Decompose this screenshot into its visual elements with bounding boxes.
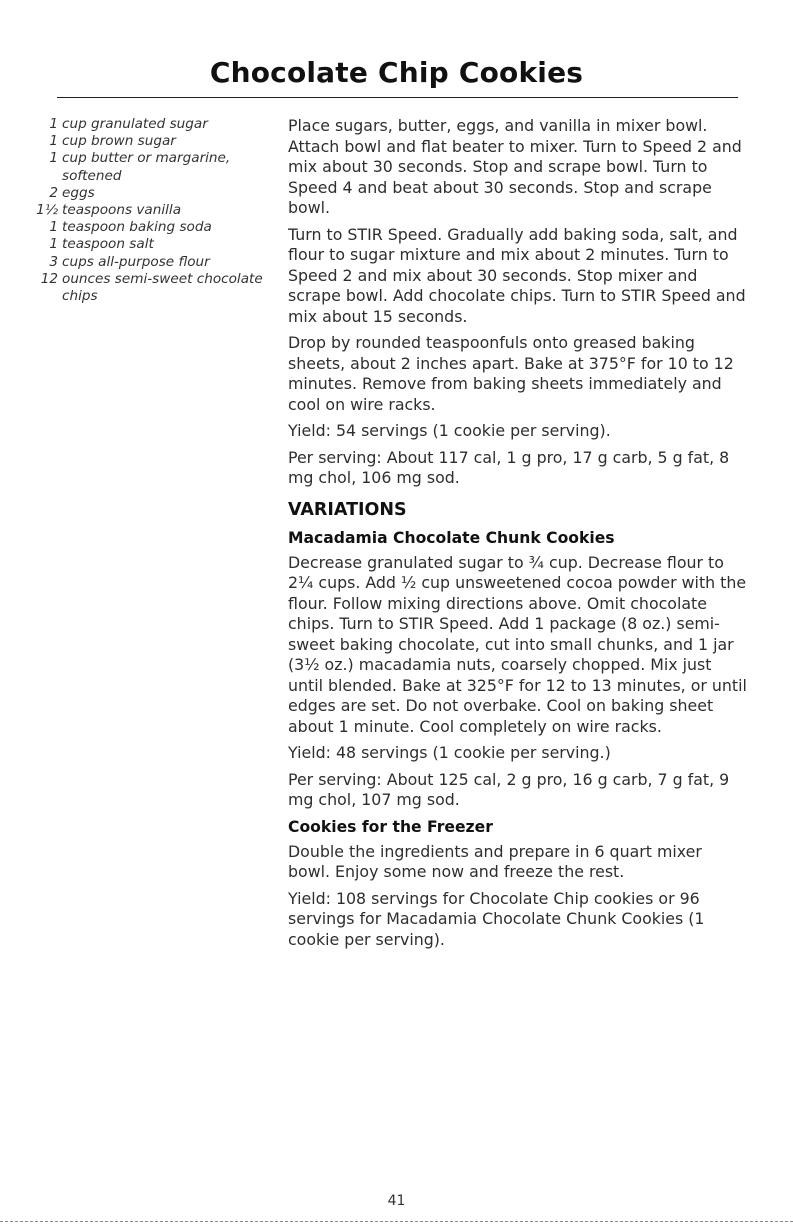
direction-paragraph: Drop by rounded teaspoonfuls onto greased baking sheets, about 2 inches apart. Bake at 375°F for 10 to 12 minutes. Remove from baking sheets immediately and cool on wire racks. xyxy=(288,333,734,414)
page-number: 41 xyxy=(387,1193,406,1209)
ingredient-item xyxy=(30,219,280,236)
ingredient-item xyxy=(30,150,280,184)
ingredient-text: eggs xyxy=(62,184,95,201)
ingredient-list xyxy=(30,116,280,305)
page-title: Chocolate Chip Cookies xyxy=(209,56,584,89)
ingredient-qty: 1 xyxy=(49,219,58,236)
ingredient-text: cups all-purpose flour xyxy=(62,253,210,270)
ingredient-item xyxy=(30,133,280,150)
macadamia-yield: Yield: 48 servings (1 cookie per serving.) xyxy=(288,743,611,762)
ingredient-item xyxy=(30,271,280,305)
title-divider xyxy=(57,97,738,98)
variations-heading: VARIATIONS xyxy=(288,499,407,520)
ingredient-text: cup brown sugar xyxy=(62,133,176,150)
ingredient-qty: 1½ xyxy=(36,202,58,219)
ingredient-text: ounces semi-sweet chocolate chips xyxy=(62,270,263,305)
ingredient-text: teaspoon salt xyxy=(62,236,154,253)
ingredient-qty: 1 xyxy=(49,133,58,150)
macadamia-nutrition: Per serving: About 125 cal, 2 g pro, 16 g carb, 7 g fat, 9 mg chol, 107 mg sod. xyxy=(288,769,730,809)
freezer-yield: Yield: 108 servings for Chocolate Chip cookies or 96 servings for Macadamia Chocolate Chunk Cookies (1 cookie per serving). xyxy=(288,888,705,949)
page-bottom-edge xyxy=(0,1221,793,1222)
ingredient-text: cup granulated sugar xyxy=(62,116,208,132)
ingredient-item xyxy=(30,236,280,253)
freezer-body: Double the ingredients and prepare in 6 quart mixer bowl. Enjoy some now and freeze the rest. xyxy=(288,841,702,881)
ingredient-qty: 3 xyxy=(49,253,58,270)
ingredient-qty: 1 xyxy=(49,150,58,167)
yield-text: Yield: 54 servings (1 cookie per serving). xyxy=(288,421,611,440)
ingredient-item xyxy=(30,116,280,133)
ingredient-qty: 1 xyxy=(49,116,58,132)
nutrition-text: Per serving: About 117 cal, 1 g pro, 17 g carb, 5 g fat, 8 mg chol, 106 mg sod. xyxy=(288,447,730,487)
macadamia-body: Decrease granulated sugar to ¾ cup. Decrease flour to 2¼ cups. Add ½ cup unsweetened cocoa powder with the flour. Follow mixing directions above. Omit chocolate chips. Turn to STIR Speed. Add 1 package (8 oz.) semi-sweet baking chocolate, cut into small chunks, and 1 jar (3½ oz.) macadamia nuts, coarsely chopped. Mix just until blended. Bake at 325°F for 12 to 13 minutes, or until edges are set. Do not overbake. Cool on baking sheet about 1 minute. Cool completely on wire racks. xyxy=(288,552,747,736)
direction-paragraph: Place sugars, butter, eggs, and vanilla in mixer bowl. Attach bowl and flat beater to mixer. Turn to Speed 2 and mix about 30 seconds. Stop and scrape bowl. Turn to Speed 4 and beat about 30 seconds. Stop and scrape bowl. xyxy=(288,116,742,217)
ingredient-qty: 12 xyxy=(40,270,58,287)
recipe-body xyxy=(288,116,748,956)
ingredient-qty: 2 xyxy=(49,184,58,201)
ingredient-text: cup butter or margarine, softened xyxy=(62,150,231,184)
ingredient-text: teaspoon baking soda xyxy=(62,219,212,236)
ingredient-item xyxy=(30,185,280,202)
ingredient-text: teaspoons vanilla xyxy=(62,202,182,219)
ingredient-item xyxy=(30,202,280,219)
freezer-heading: Cookies for the Freezer xyxy=(288,817,493,836)
direction-paragraph: Turn to STIR Speed. Gradually add baking soda, salt, and flour to sugar mixture and mix about 2 minutes. Turn to Speed 2 and mix about 30 seconds. Stop mixer and scrape bowl. Add chocolate chips. Turn to STIR Speed and mix about 15 seconds. xyxy=(288,224,746,326)
ingredient-qty: 1 xyxy=(49,236,58,253)
ingredient-item xyxy=(30,254,280,271)
macadamia-heading: Macadamia Chocolate Chunk Cookies xyxy=(288,528,615,547)
